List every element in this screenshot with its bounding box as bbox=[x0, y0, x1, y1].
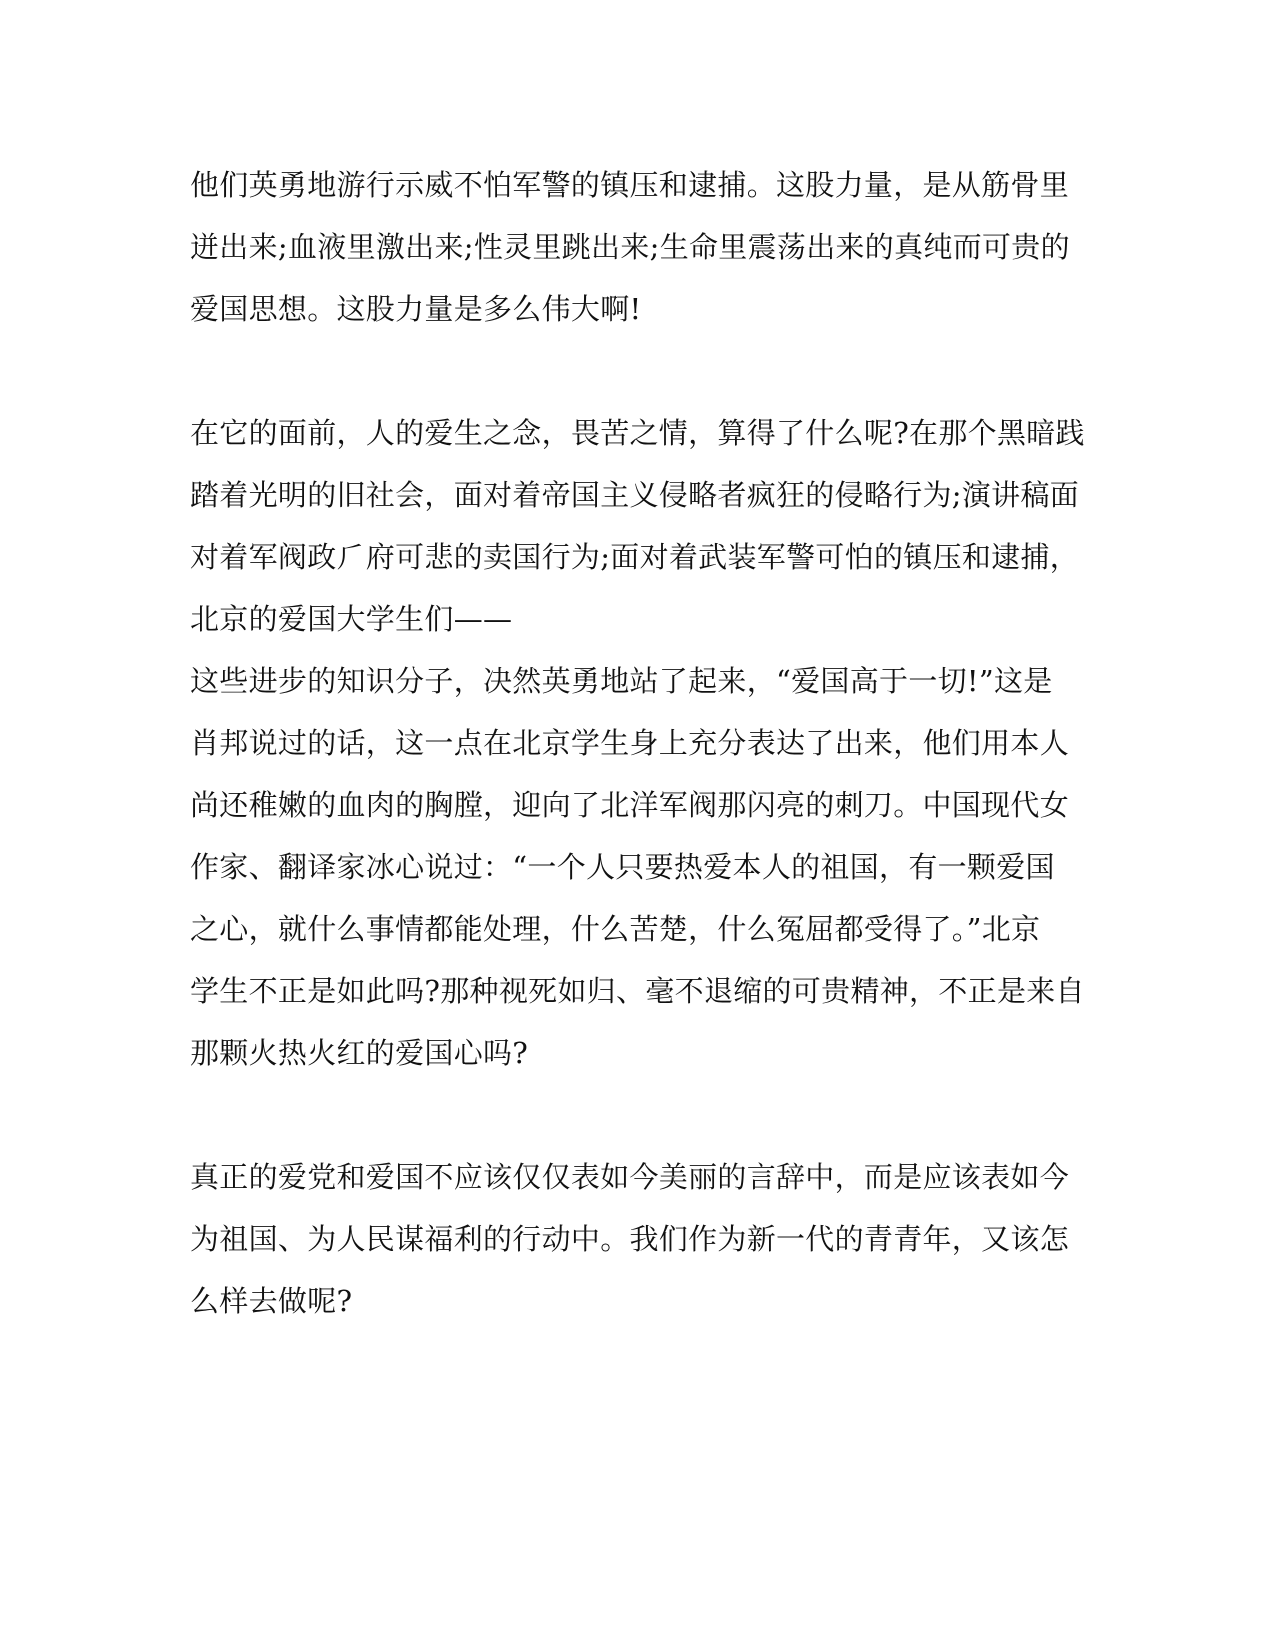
paragraph-1-line-2: 迸出来;血液里激出来;性灵里跳出来;生命里震荡出来的真纯而可贵的 bbox=[190, 230, 1070, 264]
paragraph-2-line-10: 学生不正是如此吗?那种视死如归、毫不退缩的可贵精神，不正是来自 bbox=[190, 974, 1085, 1008]
paragraph-3-line-1: 真正的爱党和爱国不应该仅仅表如今美丽的言辞中，而是应该表如今 bbox=[190, 1160, 1070, 1194]
paragraph-1-line-3: 爱国思想。这股力量是多么伟大啊! bbox=[190, 292, 642, 326]
paragraph-2-line-7: 尚还稚嫩的血肉的胸膛，迎向了北洋军阀那闪亮的刺刀。中国现代女 bbox=[190, 788, 1070, 822]
paragraph-2-line-11: 那颗火热火红的爱国心吗? bbox=[190, 1036, 529, 1070]
paragraph-2-line-4: 北京的爱国大学生们—— bbox=[190, 602, 513, 636]
paragraph-3-line-3: 么样去做呢? bbox=[190, 1284, 353, 1318]
paragraph-2-line-3: 对着军阀政⺁府可悲的卖国行为;面对着武装军警可怕的镇压和逮捕， bbox=[190, 540, 1080, 574]
paragraph-2-line-5: 这些进步的知识分子，决然英勇地站了起来，“爱国高于一切!”这是 bbox=[190, 664, 1053, 698]
paragraph-3-line-2: 为祖国、为人民谋福利的行动中。我们作为新一代的青青年，又该怎 bbox=[190, 1222, 1070, 1256]
paragraph-2-line-8: 作家、翻译家冰心说过：“一个人只要热爱本人的祖国，有一颗爱国 bbox=[190, 850, 1055, 884]
paragraph-1-line-1: 他们英勇地游行示威不怕军警的镇压和逮捕。这股力量，是从筋骨里 bbox=[190, 168, 1070, 202]
paragraph-2-line-1: 在它的面前，人的爱生之念，畏苦之情，算得了什么呢?在那个黑暗践 bbox=[190, 416, 1085, 450]
paragraph-2-line-2: 踏着光明的旧社会，面对着帝国主义侵略者疯狂的侵略行为;演讲稿面 bbox=[190, 478, 1080, 512]
paragraph-2-line-6: 肖邦说过的话，这一点在北京学生身上充分表达了出来，他们用本人 bbox=[190, 726, 1070, 760]
paragraph-2-line-9: 之心，就什么事情都能处理，什么苦楚，什么冤屈都受得了。”北京 bbox=[190, 912, 1041, 946]
